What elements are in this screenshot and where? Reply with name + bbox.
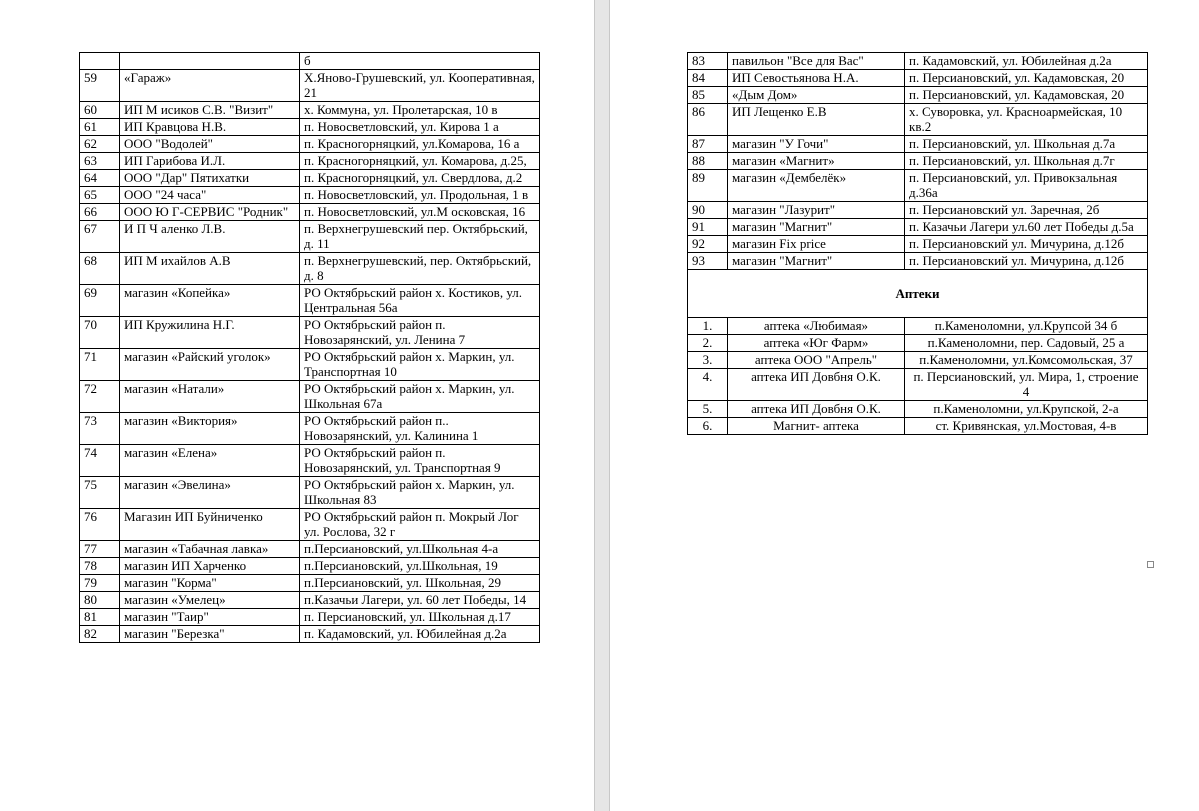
cell-number: 59 (80, 70, 120, 102)
cell-address: п.Каменоломни, ул.Крупсой 34 б (905, 318, 1148, 335)
cell-name: ИП Гарибова И.Л. (120, 153, 300, 170)
cell-address: п. Персиановский, ул. Привокзальная д.36а (905, 170, 1148, 202)
cell-number: 79 (80, 575, 120, 592)
cell-address: ст. Кривянская, ул.Мостовая, 4-в (905, 418, 1148, 435)
table-row (80, 136, 540, 153)
table-row (688, 87, 1148, 104)
cell-number: 67 (80, 221, 120, 253)
cell-number: 93 (688, 253, 728, 270)
table-row (80, 119, 540, 136)
cell-name: ИП М исиков С.В. "Визит" (120, 102, 300, 119)
page-gap (594, 0, 610, 811)
table-row (80, 187, 540, 204)
cell-number: 85 (688, 87, 728, 104)
cell-name: аптека «Юг Фарм» (728, 335, 905, 352)
cell-address: п. Персиановский, ул. Кадамовская, 20 (905, 70, 1148, 87)
cell-address: п. Персиановский, ул. Мира, 1, строение 4 (905, 369, 1148, 401)
cell-number: 70 (80, 317, 120, 349)
table-row (688, 104, 1148, 136)
table-row (80, 626, 540, 643)
table-row (688, 53, 1148, 70)
cell-address: п. Новосветловский, ул. Продольная, 1 в (300, 187, 540, 204)
cell-address: п.Персиановский, ул.Школьная, 19 (300, 558, 540, 575)
cell-address: РО Октябрьский район п. Мокрый Лог ул. Рослова, 32 г (300, 509, 540, 541)
cell-address: п. Персиановский, ул. Школьная д.17 (300, 609, 540, 626)
stores-table-left (79, 52, 540, 643)
table-resize-handle[interactable] (1147, 561, 1154, 568)
cell-name: магазин «Копейка» (120, 285, 300, 317)
cell-name: магазин «Магнит» (728, 153, 905, 170)
cell-number: 81 (80, 609, 120, 626)
cell-name: магазин «Табачная лавка» (120, 541, 300, 558)
cell-number: 90 (688, 202, 728, 219)
cell-number: 69 (80, 285, 120, 317)
cell-address: б (300, 53, 540, 70)
cell-name: магазин "У Гочи" (728, 136, 905, 153)
table-row (80, 575, 540, 592)
cell-number: 87 (688, 136, 728, 153)
cell-number: 77 (80, 541, 120, 558)
cell-name: магазин «Виктория» (120, 413, 300, 445)
cell-name: ООО "Водолей" (120, 136, 300, 153)
section-row (688, 270, 1148, 318)
table-row (80, 558, 540, 575)
cell-address: РО Октябрьский район п. Новозарянский, ул. Транспортная 9 (300, 445, 540, 477)
cell-name: магазин Fix price (728, 236, 905, 253)
cell-address: п. Красногорняцкий, ул. Комарова, д.25, (300, 153, 540, 170)
cell-address: п. Кадамовский, ул. Юбилейная д.2а (300, 626, 540, 643)
table-row (80, 204, 540, 221)
table-row (80, 317, 540, 349)
cell-number: 71 (80, 349, 120, 381)
cell-address: п. Кадамовский, ул. Юбилейная д.2а (905, 53, 1148, 70)
table-row (80, 413, 540, 445)
cell-name: «Гараж» (120, 70, 300, 102)
stores-table-right (687, 52, 1148, 435)
cell-number: 74 (80, 445, 120, 477)
table-row (688, 318, 1148, 335)
table-row (688, 236, 1148, 253)
cell-address: Х.Яново-Грушевский, ул. Кооперативная, 21 (300, 70, 540, 102)
table-row (688, 401, 1148, 418)
cell-address: п.Каменоломни, ул.Крупской, 2-а (905, 401, 1148, 418)
table-row (80, 285, 540, 317)
table-row (688, 253, 1148, 270)
table-row (80, 445, 540, 477)
cell-address: п.Казачьи Лагери, ул. 60 лет Победы, 14 (300, 592, 540, 609)
cell-name: ИП М ихайлов А.В (120, 253, 300, 285)
cell-address: п.Каменоломни, ул.Комсомольская, 37 (905, 352, 1148, 369)
cell-address: РО Октябрьский район х. Маркин, ул. Школьная 83 (300, 477, 540, 509)
cell-name: аптека ООО "Апрель" (728, 352, 905, 369)
table-row (80, 592, 540, 609)
cell-address: РО Октябрьский район х. Маркин, ул. Школьная 67а (300, 381, 540, 413)
cell-number: 1. (688, 318, 728, 335)
cell-number: 66 (80, 204, 120, 221)
cell-name: ИП Кружилина Н.Г. (120, 317, 300, 349)
cell-name: магазин «Райский уголок» (120, 349, 300, 381)
cell-number: 4. (688, 369, 728, 401)
cell-address: п. Верхнегрушевский пер. Октябрьский, д. 11 (300, 221, 540, 253)
cell-number: 64 (80, 170, 120, 187)
cell-name: ИП Лещенко Е.В (728, 104, 905, 136)
table-row (688, 70, 1148, 87)
cell-address: РО Октябрьский район п. Новозарянский, ул. Ленина 7 (300, 317, 540, 349)
document-page-left (0, 0, 594, 811)
table-row (688, 153, 1148, 170)
table-row (688, 202, 1148, 219)
cell-address: п.Персиановский, ул. Школьная, 29 (300, 575, 540, 592)
cell-address: п. Верхнегрушевский, пер. Октябрьский, д. 8 (300, 253, 540, 285)
cell-name: Магнит- аптека (728, 418, 905, 435)
table-row (80, 477, 540, 509)
cell-number: 84 (688, 70, 728, 87)
section-title-pharmacies: Аптеки (688, 270, 1148, 318)
table-row (688, 335, 1148, 352)
cell-address: п. Казачьи Лагери ул.60 лет Победы д.5а (905, 219, 1148, 236)
cell-address: п. Персиановский, ул. Кадамовская, 20 (905, 87, 1148, 104)
table-row (80, 102, 540, 119)
cell-address: х. Суворовка, ул. Красноармейская, 10 кв.2 (905, 104, 1148, 136)
cell-number: 82 (80, 626, 120, 643)
cell-name: ООО "Дар" Пятихатки (120, 170, 300, 187)
cell-name: «Дым Дом» (728, 87, 905, 104)
cell-name: аптека «Любимая» (728, 318, 905, 335)
table-row (688, 369, 1148, 401)
cell-number: 6. (688, 418, 728, 435)
cell-number: 80 (80, 592, 120, 609)
cell-name: магазин "Березка" (120, 626, 300, 643)
table-row (688, 170, 1148, 202)
cell-name: магазин «Натали» (120, 381, 300, 413)
cell-number: 91 (688, 219, 728, 236)
cell-address: п. Персиановский ул. Мичурина, д.12б (905, 253, 1148, 270)
cell-number: 63 (80, 153, 120, 170)
table-row (80, 541, 540, 558)
table-row (688, 352, 1148, 369)
table-row (80, 253, 540, 285)
cell-number: 62 (80, 136, 120, 153)
table-row (80, 381, 540, 413)
cell-address: п. Красногорняцкий, ул.Комарова, 16 а (300, 136, 540, 153)
cell-name: магазин "Лазурит" (728, 202, 905, 219)
cell-name: Магазин ИП Буйниченко (120, 509, 300, 541)
cell-name (120, 53, 300, 70)
cell-number: 73 (80, 413, 120, 445)
cell-name: ИП Севостьянова Н.А. (728, 70, 905, 87)
cell-number: 60 (80, 102, 120, 119)
cell-number (80, 53, 120, 70)
cell-number: 75 (80, 477, 120, 509)
cell-address: РО Октябрьский район х. Костиков, ул. Центральная 56а (300, 285, 540, 317)
cell-number: 78 (80, 558, 120, 575)
table-row (688, 418, 1148, 435)
cell-address: х. Коммуна, ул. Пролетарская, 10 в (300, 102, 540, 119)
table-row (80, 70, 540, 102)
table-row (80, 349, 540, 381)
cell-number: 61 (80, 119, 120, 136)
cell-name: магазин «Дембелёк» (728, 170, 905, 202)
cell-name: И П Ч аленко Л.В. (120, 221, 300, 253)
cell-name: магазин «Эвелина» (120, 477, 300, 509)
cell-number: 86 (688, 104, 728, 136)
cell-name: магазин "Магнит" (728, 219, 905, 236)
cell-name: магазин ИП Харченко (120, 558, 300, 575)
cell-address: п. Новосветловский, ул.М осковская, 16 (300, 204, 540, 221)
cell-number: 5. (688, 401, 728, 418)
cell-number: 89 (688, 170, 728, 202)
cell-address: п.Персиановский, ул.Школьная 4-а (300, 541, 540, 558)
cell-name: магазин "Корма" (120, 575, 300, 592)
table-row (688, 219, 1148, 236)
table-row (80, 609, 540, 626)
cell-address: п.Каменоломни, пер. Садовый, 25 а (905, 335, 1148, 352)
cell-number: 76 (80, 509, 120, 541)
cell-name: ООО "24 часа" (120, 187, 300, 204)
cell-address: п. Персиановский ул. Заречная, 2б (905, 202, 1148, 219)
cell-name: павильон "Все для Вас" (728, 53, 905, 70)
cell-address: п. Персиановский, ул. Школьная д.7г (905, 153, 1148, 170)
cell-address: п. Персиановский ул. Мичурина, д.12б (905, 236, 1148, 253)
document-page-right (610, 0, 1199, 811)
cell-name: аптека ИП Довбня О.К. (728, 369, 905, 401)
cell-name: ООО Ю Г-СЕРВИС "Родник" (120, 204, 300, 221)
cell-name: магазин «Елена» (120, 445, 300, 477)
table-row (80, 509, 540, 541)
cell-name: магазин "Таир" (120, 609, 300, 626)
table-row (80, 153, 540, 170)
cell-address: п. Персиановский, ул. Школьная д.7а (905, 136, 1148, 153)
cell-number: 72 (80, 381, 120, 413)
cell-number: 3. (688, 352, 728, 369)
cell-address: п. Красногорняцкий, ул. Свердлова, д.2 (300, 170, 540, 187)
cell-name: магазин «Умелец» (120, 592, 300, 609)
cell-number: 68 (80, 253, 120, 285)
cell-number: 92 (688, 236, 728, 253)
cell-number: 83 (688, 53, 728, 70)
cell-number: 65 (80, 187, 120, 204)
cell-address: РО Октябрьский район п.. Новозарянский, ул. Калинина 1 (300, 413, 540, 445)
cell-number: 2. (688, 335, 728, 352)
cell-name: аптека ИП Довбня О.К. (728, 401, 905, 418)
cell-address: РО Октябрьский район х. Маркин, ул. Транспортная 10 (300, 349, 540, 381)
table-row (80, 170, 540, 187)
cell-address: п. Новосветловский, ул. Кирова 1 а (300, 119, 540, 136)
table-row (80, 221, 540, 253)
table-row (80, 53, 540, 70)
cell-number: 88 (688, 153, 728, 170)
cell-name: магазин "Магнит" (728, 253, 905, 270)
cell-name: ИП Кравцова Н.В. (120, 119, 300, 136)
table-row (688, 136, 1148, 153)
